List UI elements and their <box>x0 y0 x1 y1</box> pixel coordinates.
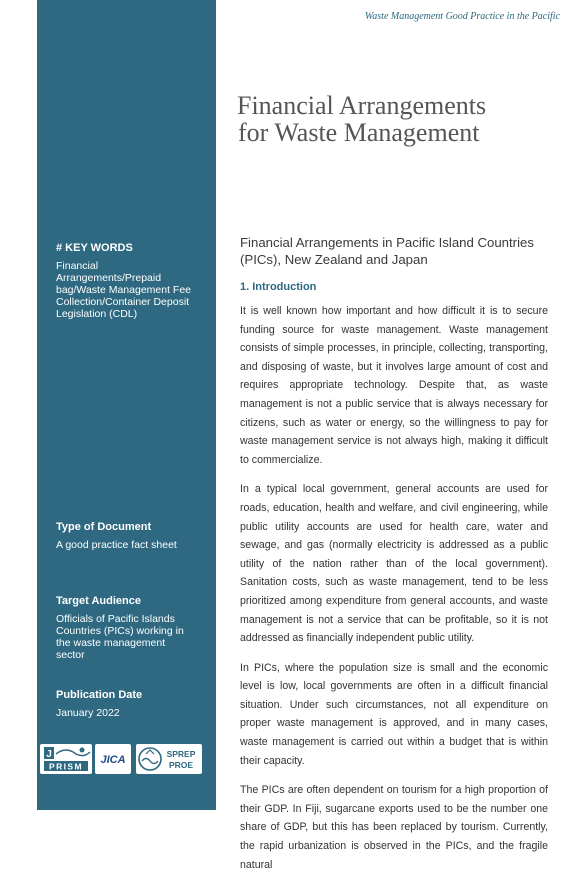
running-header: Waste Management Good Practice in the Pacific <box>364 11 560 22</box>
doc-type-text: A good practice fact sheet <box>56 539 177 551</box>
proe-wordmark: PROE <box>168 760 194 770</box>
title-line-2: for Waste Management <box>238 118 480 147</box>
intro-paragraph-3: In PICs, where the population size is small and the economic level is low, local governments are often in a difficult financial situation. Under such circumstances, not all expenditure on proper waste management is approved, and in many cases, waste management is carried out within a budget that is within their capacity. <box>240 661 548 767</box>
keywords-text: Financial Arrangements/Prepaid bag/Waste Management Fee Collection/Container Deposit Legislation (CDL) <box>56 260 192 320</box>
section-heading-introduction: 1. Introduction <box>240 281 317 293</box>
document-subtitle: Financial Arrangements in Pacific Island Countries (PICs), New Zealand and Japan <box>240 235 534 267</box>
doc-type-block <box>56 520 196 551</box>
keywords-heading: # KEY WORDS <box>56 242 133 254</box>
jica-logo <box>95 744 131 774</box>
doc-type-heading: Type of Document <box>56 521 152 533</box>
title-line-1: Financial Arrangements <box>237 91 487 120</box>
jprism-wordmark: PRISM <box>49 761 83 772</box>
document-title <box>237 92 557 146</box>
audience-text: Officials of Pacific Islands Countries (PICs) working in the waste management sector <box>56 613 184 661</box>
intro-paragraph-1: It is well known how important and how difficult it is to secure funding source for waste management. Waste management consists of simple processes, in principle, collecting, transporting, and disposing of waste, but it involves large amount of cost and requires appropriate technology. Despite that, as waste management is not a public service that is always necessary for citizens, such as water or energy, so the willingness to pay for waste management service is not always high, making it difficult to commercialize. <box>240 305 548 466</box>
info-sidebar <box>37 0 216 810</box>
sprep-logo <box>136 744 202 774</box>
jprism-logo <box>40 744 92 774</box>
pub-date-text: January 2022 <box>56 707 120 719</box>
jprism-letter-j: J <box>46 749 52 760</box>
audience-heading: Target Audience <box>56 595 141 607</box>
audience-block <box>56 594 196 661</box>
pub-date-heading: Publication Date <box>56 689 143 701</box>
intro-paragraph-2: In a typical local government, general accounts are used for roads, education, health and welfare, and civil engineering, while public utility accounts are used for health care, water and sewage, and gas (normally electricity is addressed as a public utility of the nation rather than of the local government). Sanitation costs, such as waste management, tend to be less prioritized among expenditure from general accounts, and waste management is not a service that can be profitable, so it is not addressed as financially independent public utility. <box>240 483 548 645</box>
sprep-wordmark: SPREP <box>166 749 196 759</box>
pub-date-block <box>56 688 196 719</box>
intro-paragraph-4: The PICs are often dependent on tourism for a high proportion of their GDP. In Fiji, sugarcane exports used to be the number one share of GDP, but this has been replaced by tourism. Currently, the rapid urbanization is observed in the PICs, and the fragile natural <box>240 784 548 871</box>
partner-logos <box>40 744 216 774</box>
keywords-block <box>56 241 196 320</box>
jica-wordmark: JICA <box>100 754 126 766</box>
main-content <box>240 234 548 885</box>
